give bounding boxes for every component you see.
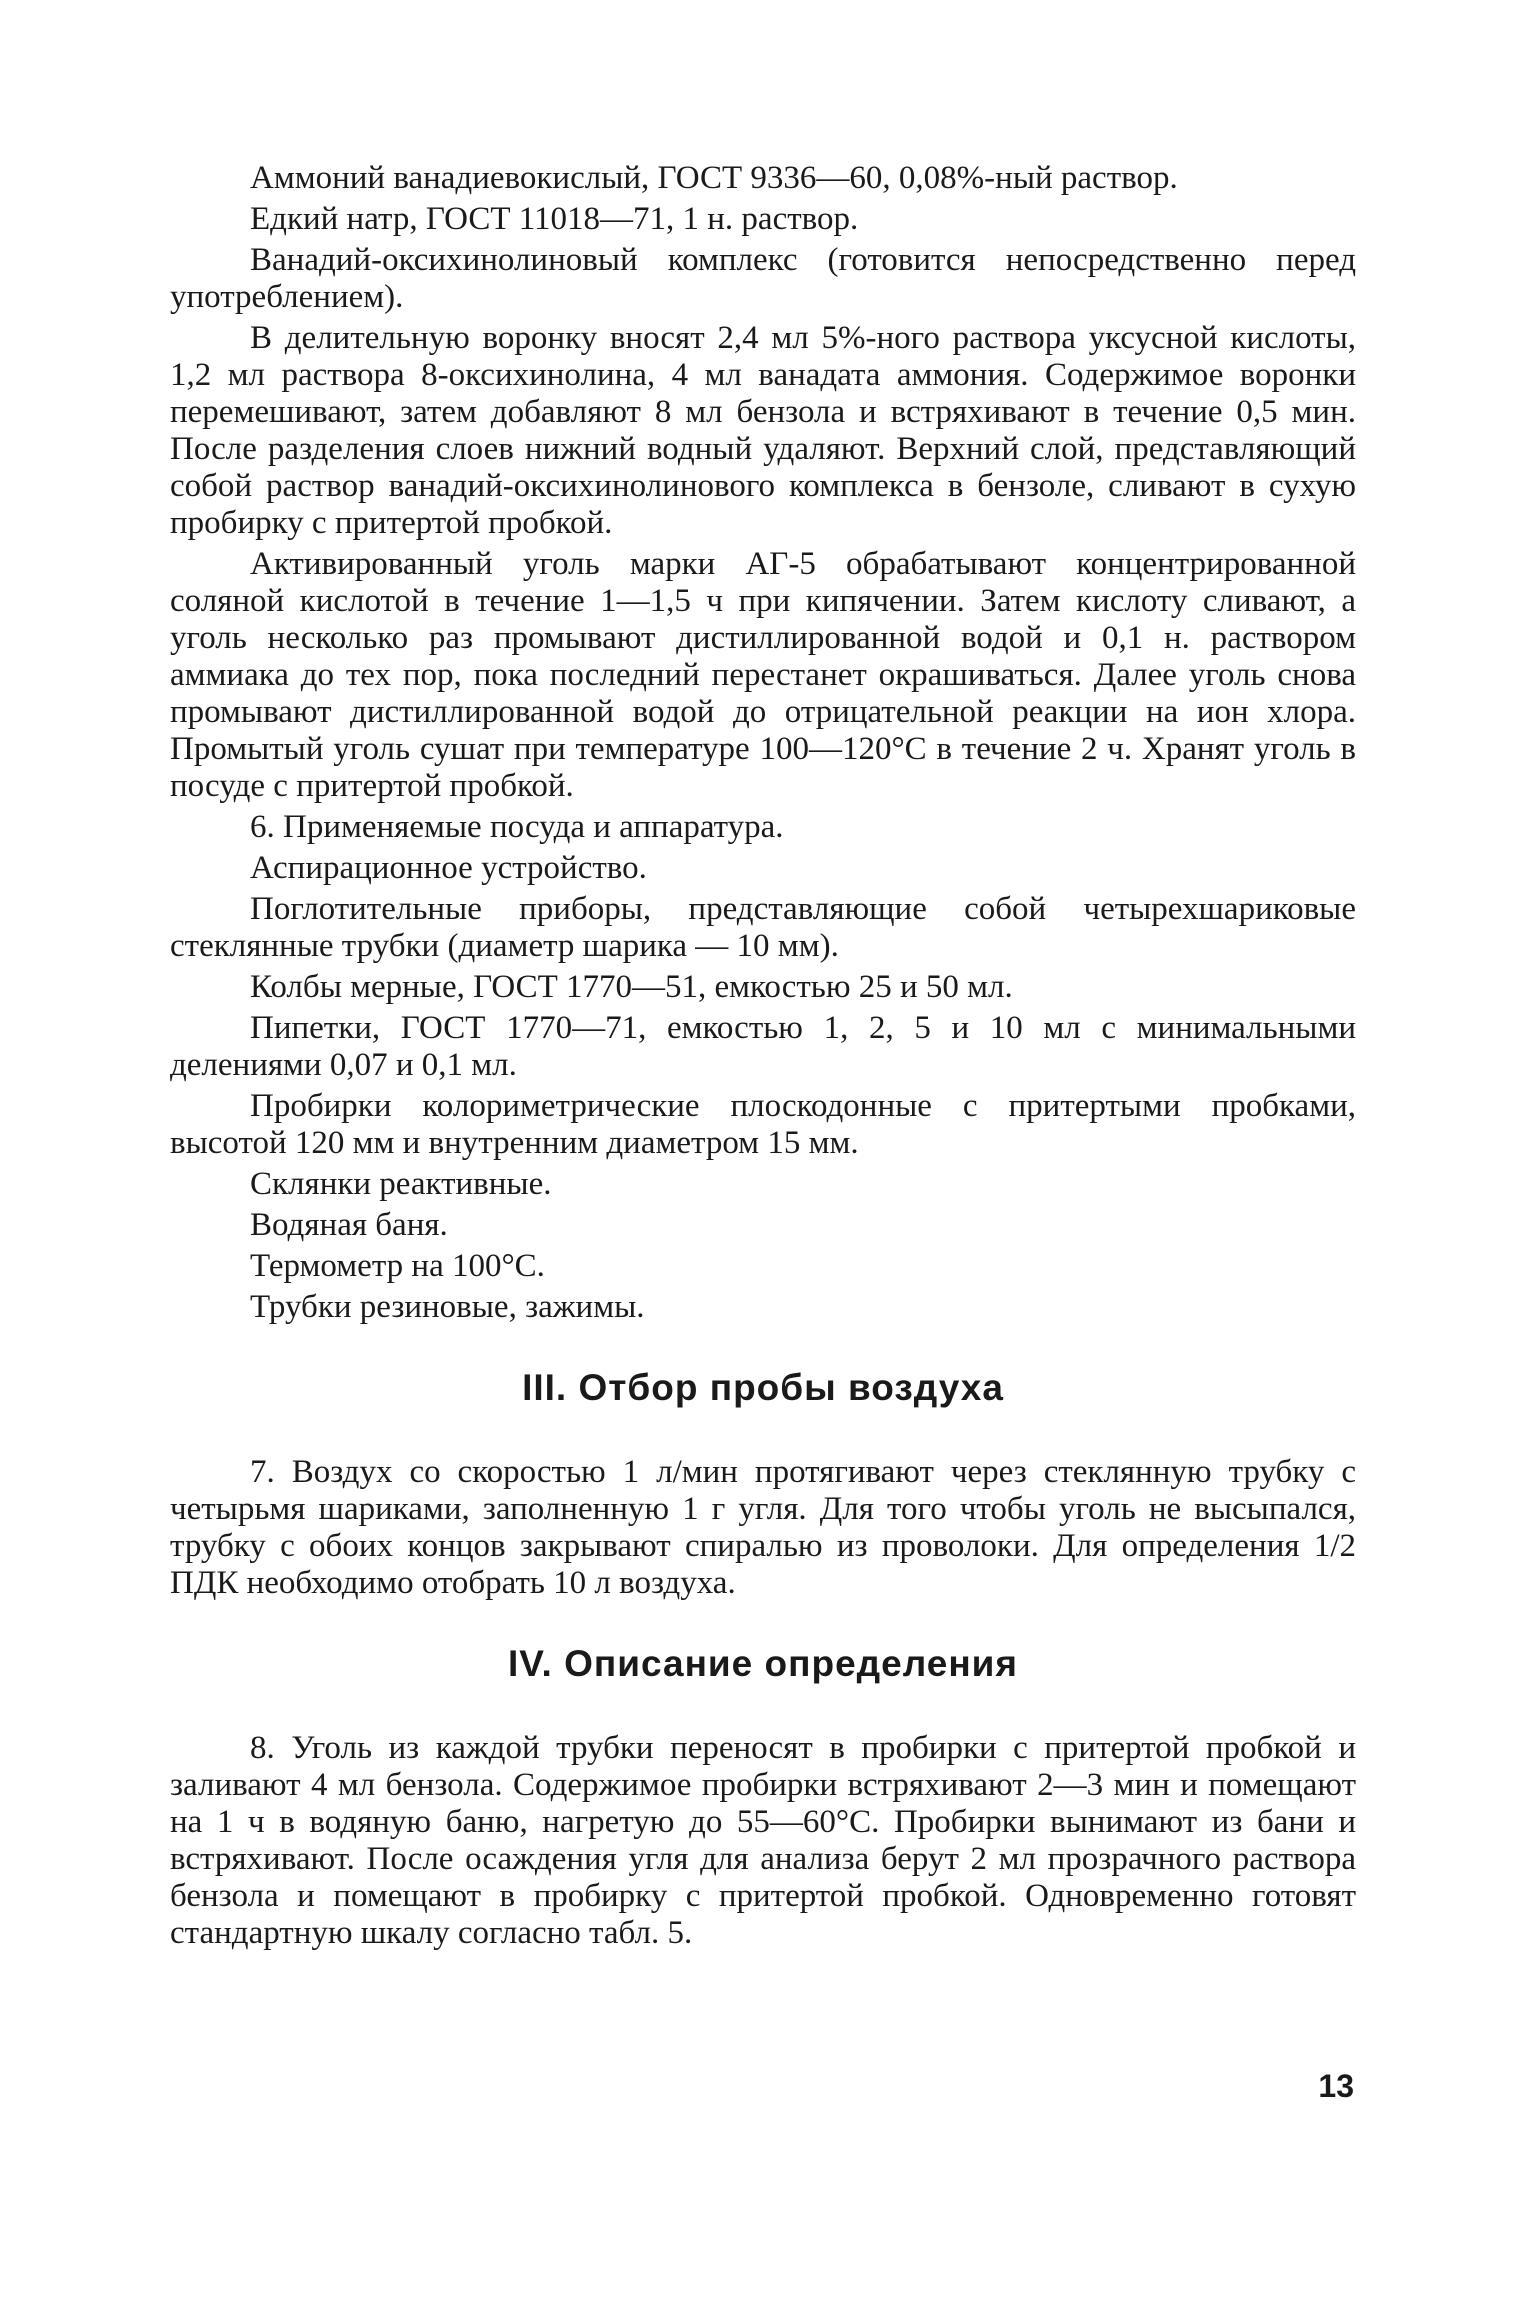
air-sampling-text-start: 7. Воздух со скоростью 1 л/мин протягивают через стеклянную трубку с четырьмя шариками, заполненную 1 г угля. Для того чтобы уголь не высыпался, трубку с обоих концов закрывают спиралью из проволоки. Для определения xyxy=(170,1454,1356,1564)
equipment-paragraph: Водяная баня. xyxy=(250,1207,448,1243)
equipment-paragraph: 6. Применяемые посуда и аппаратура. xyxy=(250,809,784,845)
equipment-paragraph: Пипетки, ГОСТ 1770—71, емкостью 1, 2, 5 и 10 мл с минимальными делениями 0,07 и 0,1 мл. xyxy=(170,1010,1356,1083)
equipment-paragraph: Аспирационное устройство. xyxy=(250,850,647,886)
equipment-paragraph: Термометр на 100°С. xyxy=(250,1248,545,1284)
reagent-paragraph: В делительную воронку вносят 2,4 мл 5%-ного раствора уксусной кислоты, 1,2 мл раствора 8-оксихинолина, 4 мл ванадата аммония. Содержимое воронки перемешивают, затем добавляют 8 мл бензола и встряхивают в течение 0,5 мин. После разделения слоев нижний водный удаляют. Верхний слой, представляющий собой раствор ванадий-оксихинолинового комплекса в бензоле, сливают в сухую пробирку с притертой пробкой. xyxy=(170,320,1356,541)
fraction-one-half: 1/2 xyxy=(1313,1528,1356,1564)
air-sampling-paragraph xyxy=(170,1454,1356,1602)
page-number: 13 xyxy=(1318,2068,1354,2104)
equipment-paragraph: Поглотительные приборы, представляющие собой четырехшариковые стеклянные трубки (диаметр шарика — 10 мм). xyxy=(170,891,1356,964)
air-sampling-text-end: ПДК необходимо отобрать 10 л воздуха. xyxy=(170,1565,736,1601)
reagent-paragraph: Едкий натр, ГОСТ 11018—71, 1 н. раствор. xyxy=(250,201,859,237)
procedure-paragraph: 8. Уголь из каждой трубки переносят в пробирки с притертой пробкой и заливают 4 мл бензола. Содержимое пробирки встряхивают 2—3 мин и помещают на 1 ч в водяную баню, нагретую до 55—60°С. Пробирки вынимают из бани и встряхивают. После осаждения угля для анализа берут 2 мл прозрачного раствора бензола и помещают в пробирку с притертой пробкой. Одновременно готовят стандартную шкалу согласно табл. 5. xyxy=(170,1730,1356,1951)
equipment-paragraph: Колбы мерные, ГОСТ 1770—51, емкостью 25 и 50 мл. xyxy=(250,969,1013,1005)
reagent-paragraph: Аммоний ванадиевокислый, ГОСТ 9336—60, 0,08%-ный раствор. xyxy=(250,160,1178,196)
equipment-paragraph: Пробирки колориметрические плоскодонные с притертыми пробками, высотой 120 мм и внутренним диаметром 15 мм. xyxy=(170,1088,1356,1161)
page-content xyxy=(170,160,1356,1956)
reagent-paragraph: Активированный уголь марки АГ-5 обрабатывают концентрированной соляной кислотой в течение 1—1,5 ч при кипячении. Затем кислоту сливают, а уголь несколько раз промывают дистиллированной водой и 0,1 н. раствором аммиака до тех пор, пока последний перестанет окрашиваться. Далее уголь снова промывают дистиллированной водой до отрицательной реакции на ион хлора. Промытый уголь сушат при температуре 100—120°С в течение 2 ч. Хранят уголь в посуде с притертой пробкой. xyxy=(170,546,1356,804)
section-heading-air-sampling: III. Отбор пробы воздуха xyxy=(522,1367,1004,1408)
section-heading-procedure: IV. Описание определения xyxy=(507,1643,1019,1684)
equipment-paragraph: Трубки резиновые, зажимы. xyxy=(250,1289,645,1325)
reagent-paragraph: Ванадий-оксихинолиновый комплекс (готовится непосредственно перед употреблением). xyxy=(170,242,1356,315)
equipment-paragraph: Склянки реактивные. xyxy=(250,1166,552,1202)
